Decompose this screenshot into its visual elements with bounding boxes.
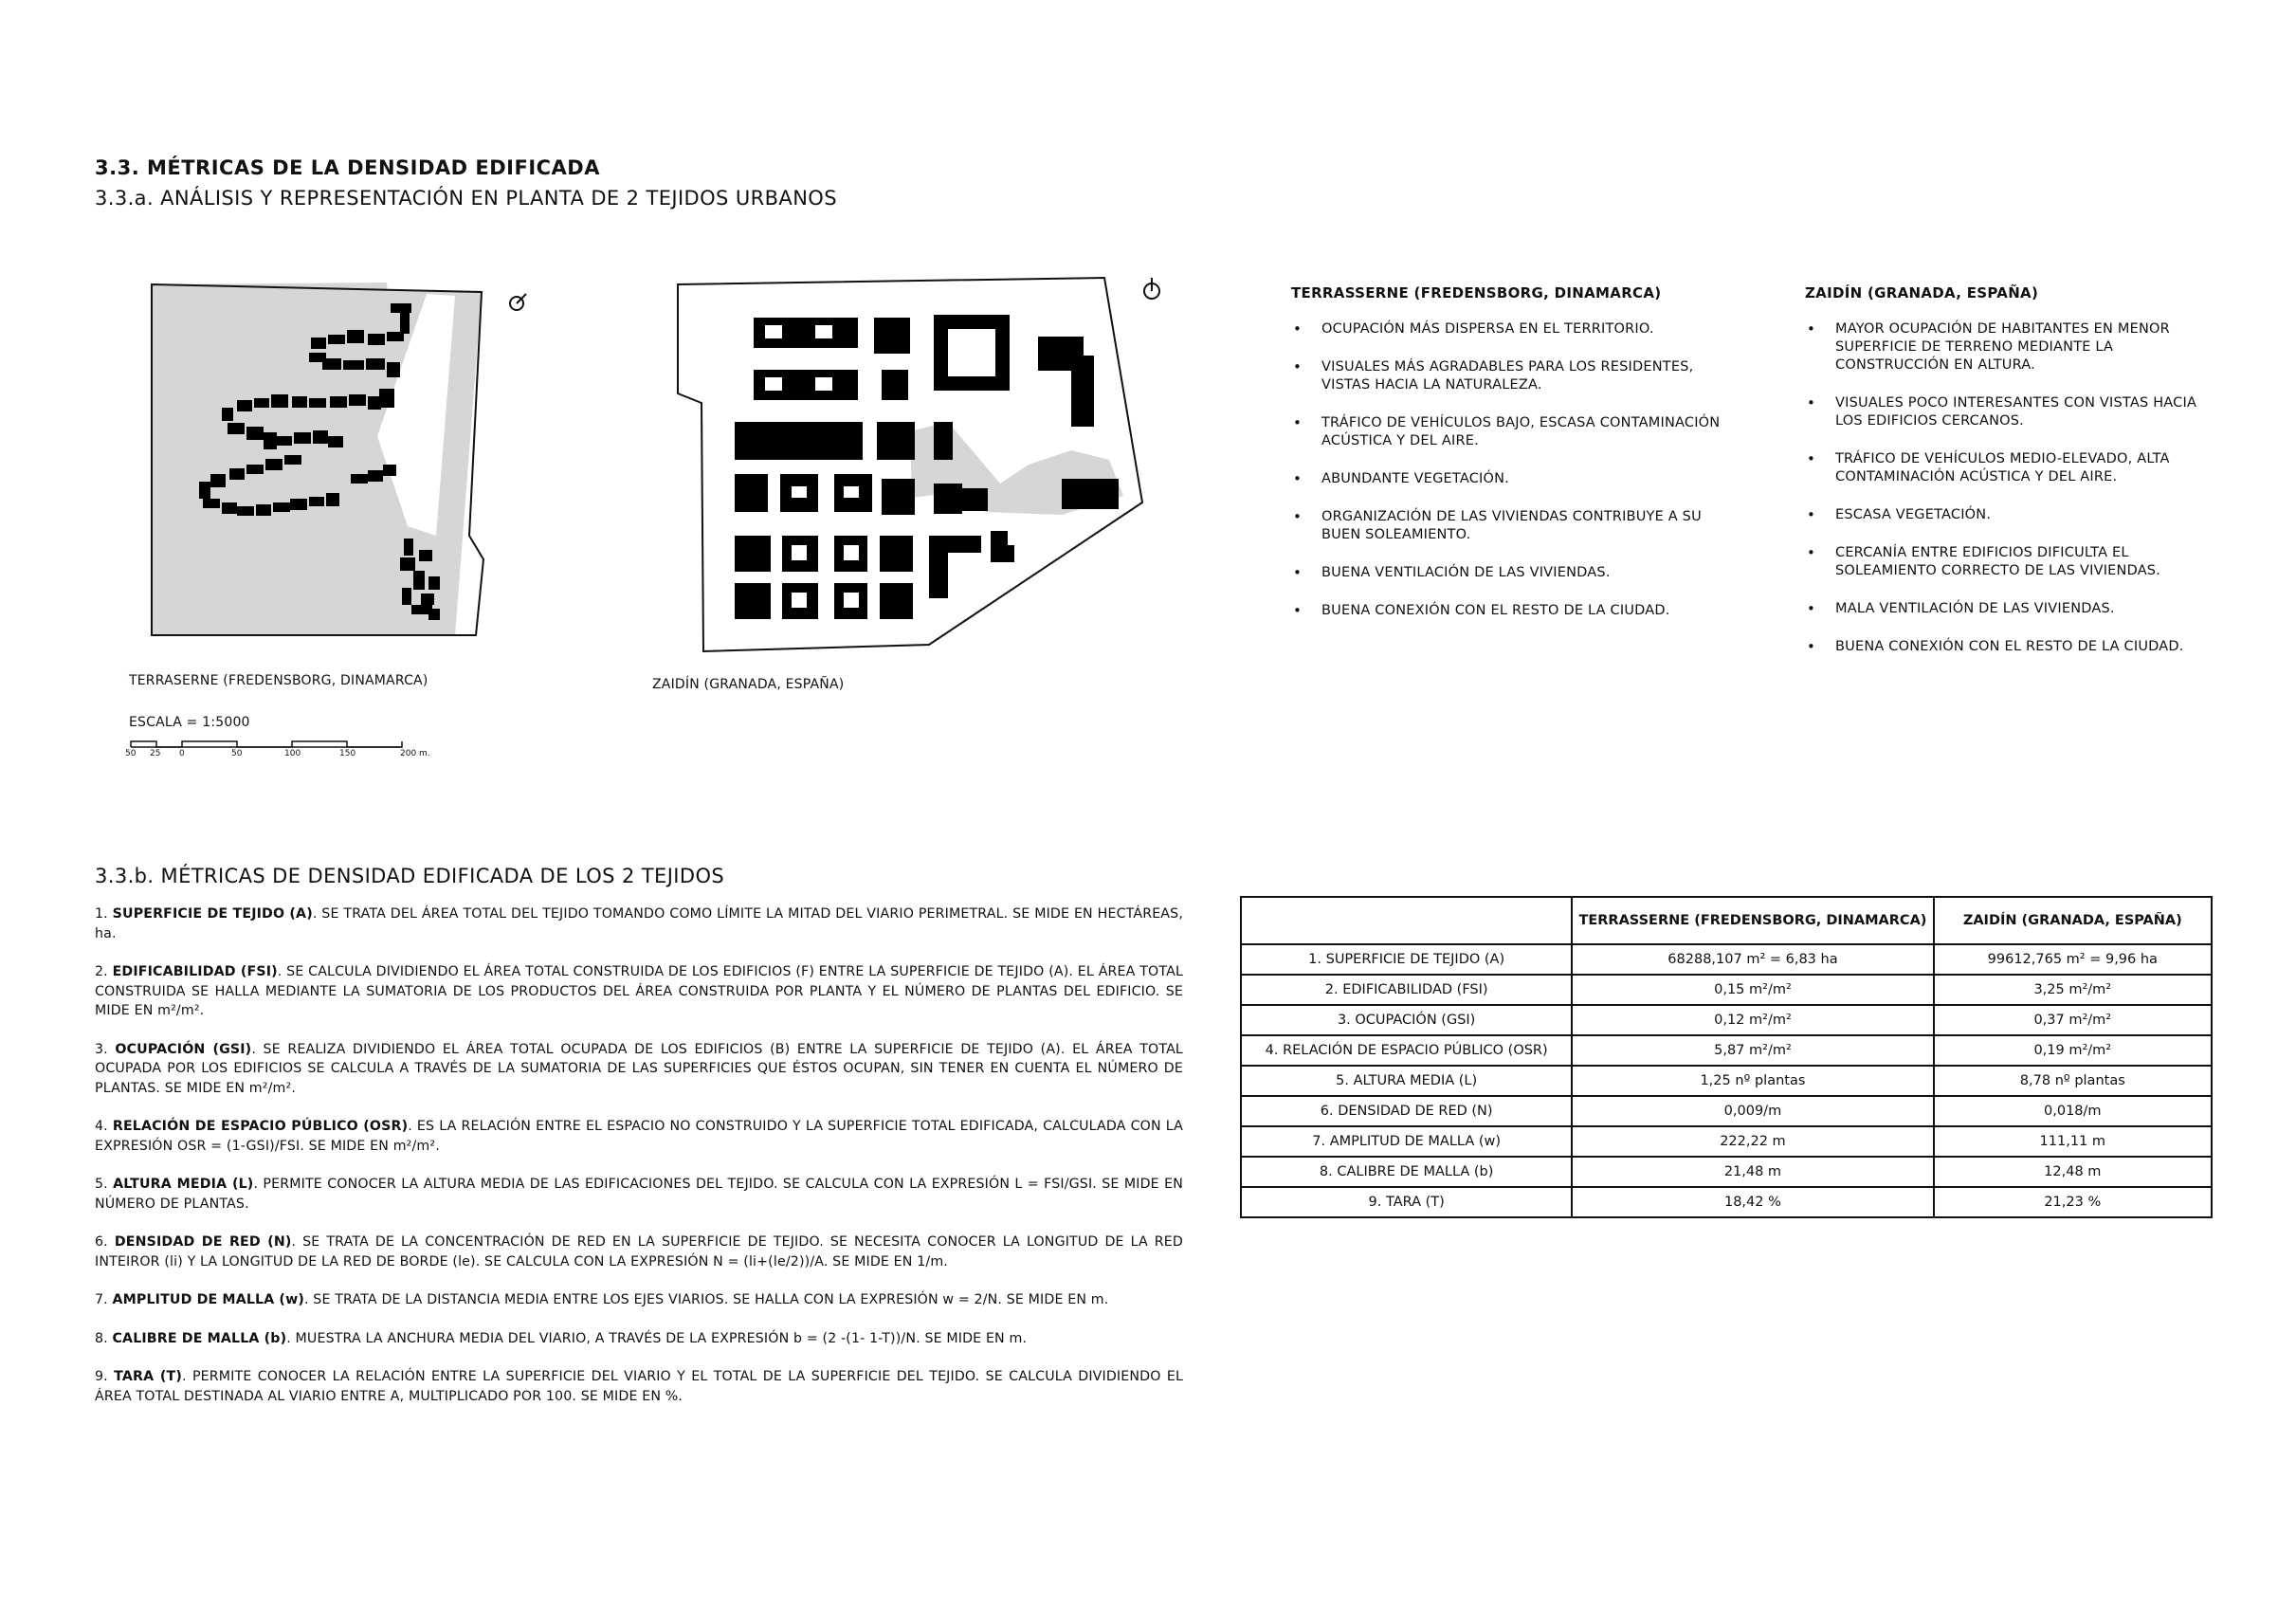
list-item: • TRÁFICO DE VEHÍCULOS BAJO, ESCASA CONTAMINACIÓN ACÚSTICA Y DEL AIRE. [1291, 414, 1727, 450]
table-row [1241, 1187, 2212, 1217]
list-item: • ESCASA VEGETACIÓN. [1805, 506, 2222, 524]
table-cell: 5,87 m²/m² [1572, 1035, 1933, 1066]
scale-tick: 200 m. [400, 749, 430, 758]
table-row [1241, 975, 2212, 1005]
list-item: • ABUNDANTE VEGETACIÓN. [1291, 470, 1727, 488]
list-item: • VISUALES MÁS AGRADABLES PARA LOS RESIDENTES, VISTAS HACIA LA NATURALEZA. [1291, 358, 1727, 394]
table-cell: 3. OCUPACIÓN (GSI) [1241, 1005, 1572, 1035]
table-cell: 8,78 nº plantas [1934, 1066, 2212, 1096]
table-cell: 6. DENSIDAD DE RED (N) [1241, 1096, 1572, 1126]
scale-tick: 25 [150, 749, 161, 758]
metrics-table [1240, 896, 2213, 1218]
table-cell: 0,19 m²/m² [1934, 1035, 2212, 1066]
zaidin-characteristics [1805, 284, 2222, 676]
table-cell: 3,25 m²/m² [1934, 975, 2212, 1005]
table-cell: 111,11 m [1934, 1126, 2212, 1157]
scale-tick: 100 [284, 749, 301, 758]
list-item: • VISUALES POCO INTERESANTES CON VISTAS HACIA LOS EDIFICIOS CERCANOS. [1805, 394, 2222, 430]
definition-item: 2. EDIFICABILIDAD (FSI). SE CALCULA DIVIDIENDO EL ÁREA TOTAL CONSTRUIDA DE LOS EDIFICIOS (F) ENTRE LA SUPERFICIE DE TEJIDO (A). EL ÁREA TOTAL CONSTRUIDA SE HALLA MEDIANTE LA SUMATORIA DE LOS PRODUCTOS DEL ÁREA CONSTRUIDA POR PLANTA Y EL NÚMERO DE PLANTAS DEL EDIFICIO. SE MIDE EN m²/m². [95, 964, 1183, 1018]
list-item: • BUENA CONEXIÓN CON EL RESTO DE LA CIUDAD. [1805, 638, 2222, 656]
list-item: • MAYOR OCUPACIÓN DE HABITANTES EN MENOR SUPERFICIE DE TERRENO MEDIANTE LA CONSTRUCCIÓN EN ALTURA. [1805, 320, 2222, 374]
list-item: • BUENA VENTILACIÓN DE LAS VIVIENDAS. [1291, 564, 1727, 582]
zaidin-list-title: ZAIDÍN (GRANADA, ESPAÑA) [1805, 284, 2039, 301]
right-plan-caption: ZAIDÍN (GRANADA, ESPAÑA) [652, 677, 845, 692]
table-cell: 222,22 m [1572, 1126, 1933, 1157]
table-cell: 12,48 m [1934, 1157, 2212, 1187]
table-cell: 5. ALTURA MEDIA (L) [1241, 1066, 1572, 1096]
table-row [1241, 1035, 2212, 1066]
definition-item: 1. SUPERFICIE DE TEJIDO (A). SE TRATA DEL ÁREA TOTAL DEL TEJIDO TOMANDO COMO LÍMITE LA MITAD DEL VIARIO PERIMETRAL. SE MIDE EN HECTÁREAS, ha. [95, 906, 1183, 941]
table-cell: 0,009/m [1572, 1096, 1933, 1126]
table-row [1241, 1066, 2212, 1096]
section-b-title: 3.3.b. MÉTRICAS DE DENSIDAD EDIFICADA DE LOS 2 TEJIDOS [95, 865, 725, 887]
definition-item: 8. CALIBRE DE MALLA (b). MUESTRA LA ANCHURA MEDIA DEL VIARIO, A TRAVÉS DE LA EXPRESIÓN b = (2 -(1- 1-T))/N. SE MIDE EN m. [95, 1330, 1028, 1346]
scale-tick: 0 [179, 749, 185, 758]
table-cell: 4. RELACIÓN DE ESPACIO PÚBLICO (OSR) [1241, 1035, 1572, 1066]
terrasserne-characteristics [1291, 284, 1727, 640]
table-header-cell: ZAIDÍN (GRANADA, ESPAÑA) [1934, 897, 2212, 944]
table-cell: 21,23 % [1934, 1187, 2212, 1217]
definition-item: 5. ALTURA MEDIA (L). PERMITE CONOCER LA ALTURA MEDIA DE LAS EDIFICACIONES DEL TEJIDO. SE CALCULA CON LA EXPRESIÓN L = FSI/GSI. SE MIDE EN NÚMERO DE PLANTAS. [95, 1177, 1183, 1212]
scale-label: ESCALA = 1:5000 [129, 715, 250, 730]
list-item: • TRÁFICO DE VEHÍCULOS MEDIO-ELEVADO, ALTA CONTAMINACIÓN ACÚSTICA Y DEL AIRE. [1805, 450, 2222, 486]
list-item: • CERCANÍA ENTRE EDIFICIOS DIFICULTA EL SOLEAMIENTO CORRECTO DE LAS VIVIENDAS. [1805, 544, 2222, 580]
terrasserne-site-plan [142, 275, 540, 654]
table-cell: 0,15 m²/m² [1572, 975, 1933, 1005]
table-row [1241, 1126, 2212, 1157]
page-title: 3.3. MÉTRICAS DE LA DENSIDAD EDIFICADA [95, 156, 600, 179]
table-header-cell: TERRASSERNE (FREDENSBORG, DINAMARCA) [1572, 897, 1933, 944]
table-header-cell [1241, 897, 1572, 944]
table-cell: 0,37 m²/m² [1934, 1005, 2212, 1035]
zaidin-site-plan [664, 270, 1175, 659]
table-cell: 0,018/m [1934, 1096, 2212, 1126]
scale-tick: 150 [339, 749, 356, 758]
table-row [1241, 1096, 2212, 1126]
list-item: • ORGANIZACIÓN DE LAS VIVIENDAS CONTRIBUYE A SU BUEN SOLEAMIENTO. [1291, 508, 1727, 544]
scale-tick: 50 [125, 749, 137, 758]
table-cell: 7. AMPLITUD DE MALLA (w) [1241, 1126, 1572, 1157]
definition-item: 4. RELACIÓN DE ESPACIO PÚBLICO (OSR). ES LA RELACIÓN ENTRE EL ESPACIO NO CONSTRUIDO Y LA SUPERFICIE TOTAL EDIFICADA, CALCULADA CON LA EXPRESIÓN OSR = (1-GSI)/FSI. SE MIDE EN m²/m². [95, 1119, 1183, 1154]
table-cell: 21,48 m [1572, 1157, 1933, 1187]
scale-tick: 50 [231, 749, 243, 758]
left-plan-caption: TERRASERNE (FREDENSBORG, DINAMARCA) [129, 673, 428, 688]
table-row [1241, 1005, 2212, 1035]
table-cell: 9. TARA (T) [1241, 1187, 1572, 1217]
table-cell: 99612,765 m² = 9,96 ha [1934, 944, 2212, 975]
section-a-title: 3.3.a. ANÁLISIS Y REPRESENTACIÓN EN PLANTA DE 2 TEJIDOS URBANOS [95, 187, 837, 210]
table-cell: 68288,107 m² = 6,83 ha [1572, 944, 1933, 975]
table-cell: 1. SUPERFICIE DE TEJIDO (A) [1241, 944, 1572, 975]
table-header-row [1241, 897, 2212, 944]
metric-definitions [95, 904, 1183, 1425]
definition-item: 7. AMPLITUD DE MALLA (w). SE TRATA DE LA DISTANCIA MEDIA ENTRE LOS EJES VIARIOS. SE HALLA CON LA EXPRESIÓN w = 2/N. SE MIDE EN m. [95, 1292, 1109, 1307]
scale-bar [125, 736, 438, 764]
table-cell: 8. CALIBRE DE MALLA (b) [1241, 1157, 1572, 1187]
list-item: • MALA VENTILACIÓN DE LAS VIVIENDAS. [1805, 600, 2222, 618]
definition-item: 3. OCUPACIÓN (GSI). SE REALIZA DIVIDIENDO EL ÁREA TOTAL OCUPADA DE LOS EDIFICIOS (B) ENTRE LA SUPERFICIE DE TEJIDO (A). EL ÁREA TOTAL OCUPADA POR LOS EDIFICIOS SE CALCULA A TRAVÉS DE LA SUMATORIA DE LAS SUPERFICIES QUE ÉSTOS OCUPAN, SIN TENER EN CUENTA EL NÚMERO DE PLANTAS. SE MIDE EN m²/m². [95, 1041, 1183, 1096]
table-cell: 1,25 nº plantas [1572, 1066, 1933, 1096]
terrasserne-list-title: TERRASSERNE (FREDENSBORG, DINAMARCA) [1291, 284, 1662, 301]
table-cell: 18,42 % [1572, 1187, 1933, 1217]
definition-item: 6. DENSIDAD DE RED (N). SE TRATA DE LA CONCENTRACIÓN DE RED EN LA SUPERFICIE DE TEJIDO. SE NECESITA CONOCER LA LONGITUD DE LA RED INTEIROR (li) Y LA LONGITUD DE LA RED DE BORDE (le). SE CALCULA CON LA EXPRESIÓN N = (li+(le/2))/A. SE MIDE EN 1/m. [95, 1234, 1183, 1269]
table-cell: 2. EDIFICABILIDAD (FSI) [1241, 975, 1572, 1005]
list-item: • OCUPACIÓN MÁS DISPERSA EN EL TERRITORIO. [1291, 320, 1727, 338]
table-cell: 0,12 m²/m² [1572, 1005, 1933, 1035]
list-item: • BUENA CONEXIÓN CON EL RESTO DE LA CIUDAD. [1291, 602, 1727, 620]
table-row [1241, 1157, 2212, 1187]
definition-item: 9. TARA (T). PERMITE CONOCER LA RELACIÓN ENTRE LA SUPERFICIE DEL VIARIO Y EL TOTAL DE LA SUPERFICIE DEL TEJIDO. SE CALCULA DIVIDIENDO EL ÁREA TOTAL DESTINADA AL VIARIO ENTRE A, MULTIPLICADO POR 100. SE MIDE EN %. [95, 1369, 1183, 1404]
table-row [1241, 944, 2212, 975]
